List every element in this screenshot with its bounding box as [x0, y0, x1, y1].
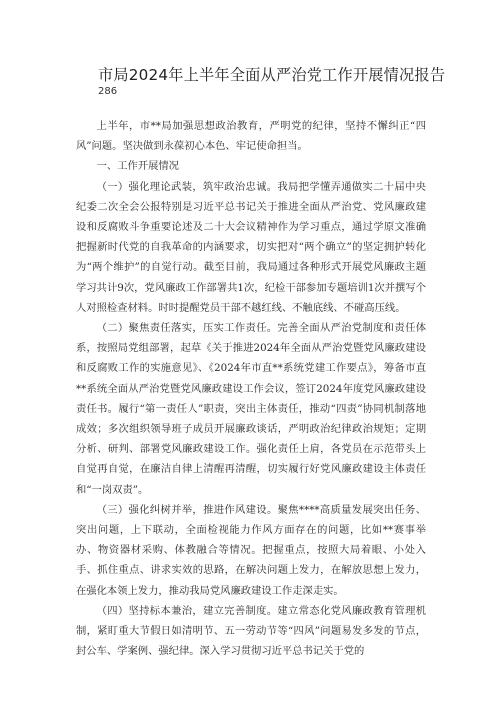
paragraph-4: （四）坚持标本兼治，建立完善制度。建立常态化党风廉政教育管理机制，紧盯重大节假日如清明节、五一劳动节等“四风”问题易发多发的节点，封公车、学案例、强纪律。深入学习贯彻习近平总书记关于党的 — [76, 604, 426, 658]
paragraph-3: （三）强化纠树并举，推进作风建设。聚焦****高质量发展突出任务、突出问题，上下联动，全面检视能力作风方面存在的问题，比如**赛事举办、物资器材采购、体教融合等情况。把握重点，按照大局着眼、小处入手、抓住重点、讲求实效的思路，在解决问题上发力，在解放思想上发力，在强化本领上发力，推动我局党风廉政建设工作走深走实。 — [76, 503, 426, 597]
section-heading: 一、工作开展情况 — [96, 160, 179, 173]
paragraph-1: （一）强化理论武装，筑牢政治忠诚。我局把学懂弄通做实二十届中央纪委二次全会公报特别是习近平总书记关于推进全面从严治党、党风廉政建设和反腐败斗争重要论述及二十大会议精神作为学习重点，通过学原文准确把握新时代党的自我革命的内涵要求，切实把对“两个确立”的坚定拥护转化为“两个维护”的自觉行动。截至目前，我局通过各种形式开展党风廉政主题学习共计9次，党风廉政工作部署共1次，纪检干部参加专题培训1次并撰写个人对照检查材料。时时提醒党员干部不越红线、不触底线、不碰高压线。 — [76, 180, 426, 314]
document-body — [76, 116, 426, 661]
document-title: 市局2024年上半年全面从严治党工作开展情况报告 — [98, 66, 446, 84]
document-number: 286 — [98, 86, 118, 97]
paragraph-intro: 上半年，市**局加强思想政治教育，严明党的纪律，坚持不懈纠正“四风”问题。坚决做到永葆初心本色、牢记使命担当。 — [76, 120, 426, 153]
paragraph-2: （二）聚焦责任落实，压实工作责任。完善全面从严治党制度和责任体系，按照局党组部署，起草《关于推进2024年全面从严治党暨党风廉政建设和反腐败工作的实施意见》、《2024年市直**系统党建工作要点》，筹备市直**系统全面从严治党暨党风廉政建设工作会议，签订2024年度党风廉政建设责任书。履行“第一责任人”职责，突出主体责任，推动“四责”协同机制落地成效；多次组织领导班子成员开展廉政谈话，严明政治纪律政治规矩；定期分析、研判、部署党风廉政建设工作。强化责任上肩，各党员在示范带头上自觉再自觉，在廉洁自律上清醒再清醒，切实履行好党风廉政建设主体责任和“一岗双责”。 — [76, 322, 426, 496]
